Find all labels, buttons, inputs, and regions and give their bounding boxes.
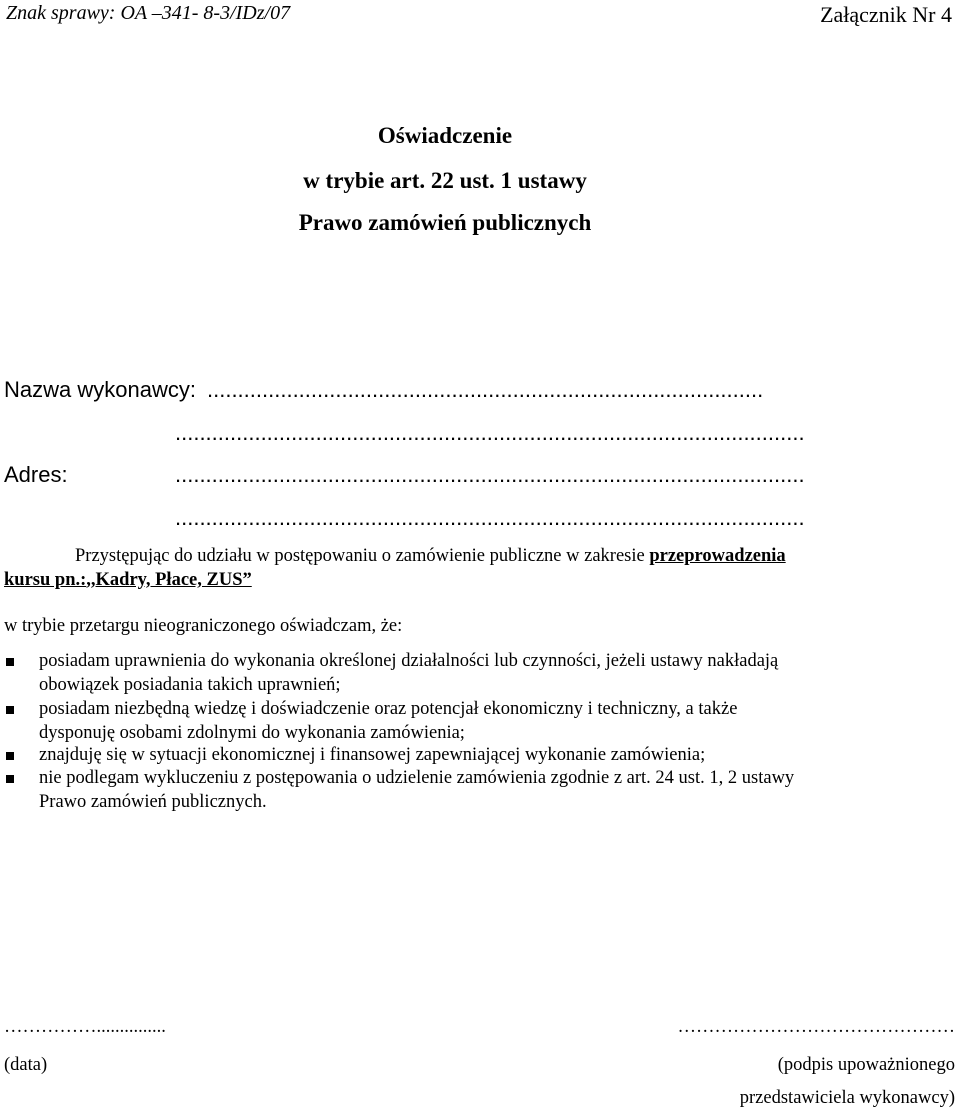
procurement-subject-part2: kursu pn.: bbox=[4, 570, 87, 590]
document-title: Oświadczenie bbox=[377, 123, 513, 148]
statement-4-line2: Prawo zamówień publicznych. bbox=[39, 792, 267, 812]
bullet-icon bbox=[6, 706, 14, 714]
date-field[interactable]: ……………............... bbox=[4, 1017, 166, 1037]
contractor-name-field[interactable]: ........................................................................................... bbox=[207, 377, 764, 402]
annex-number: Załącznik Nr 4 bbox=[820, 2, 952, 27]
intro-paragraph-line2 bbox=[4, 570, 252, 591]
bullet-icon bbox=[6, 775, 14, 783]
intro-text: Przystępując do udziału w postępowaniu o zamówienie publiczne w zakresie bbox=[75, 546, 650, 566]
document-subtitle-act-name: Prawo zamówień publicznych bbox=[298, 210, 592, 235]
statement-4-line1: nie podlegam wykluczeniu z postępowania o udzielenie zamówienia zgodnie z art. 24 ust. 1, 2 ustawy bbox=[39, 768, 795, 788]
declaration-lead: w trybie przetargu nieograniczonego oświadczam, że: bbox=[4, 616, 403, 636]
intro-paragraph-line1 bbox=[75, 546, 786, 567]
case-reference: Znak sprawy: OA –341- 8-3/IDz/07 bbox=[6, 2, 291, 24]
statement-2-line2: dysponuję osobami zdolnymi do wykonania zamówienia; bbox=[39, 723, 465, 743]
contractor-address-field[interactable]: ....................................................................................................... bbox=[175, 462, 805, 487]
contractor-address-field-continued[interactable]: ....................................................................................................... bbox=[175, 505, 805, 530]
signature-label-line1: (podpis upoważnionego bbox=[777, 1055, 955, 1075]
contractor-address-label: Adres: bbox=[4, 462, 68, 487]
date-label: (data) bbox=[4, 1055, 48, 1075]
contractor-name-label: Nazwa wykonawcy: bbox=[4, 377, 196, 402]
statement-1-line1: posiadam uprawnienia do wykonania określonej działalności lub czynności, jeżeli ustawy nakładają bbox=[39, 651, 779, 671]
statement-3-line1: znajduję się w sytuacji ekonomicznej i finansowej zapewniającej wykonanie zamówienia; bbox=[39, 745, 706, 765]
statement-2-line1: posiadam niezbędną wiedzę i doświadczenie oraz potencjał ekonomiczny i techniczny, a także bbox=[39, 699, 738, 719]
procurement-subject-part1: przeprowadzenia bbox=[649, 546, 786, 566]
statement-1-line2: obowiązek posiadania takich uprawnień; bbox=[39, 675, 341, 695]
signature-label-line2: przedstawiciela wykonawcy) bbox=[739, 1088, 955, 1108]
signature-field[interactable]: ……………………………………… bbox=[677, 1017, 955, 1037]
contractor-name-field-continued[interactable]: ....................................................................................................... bbox=[175, 420, 805, 445]
document-subtitle-legal-basis: w trybie art. 22 ust. 1 ustawy bbox=[303, 168, 587, 193]
bullet-icon bbox=[6, 658, 14, 666]
course-name: ,,Kadry, Płace, ZUS” bbox=[86, 570, 252, 590]
bullet-icon bbox=[6, 752, 14, 760]
